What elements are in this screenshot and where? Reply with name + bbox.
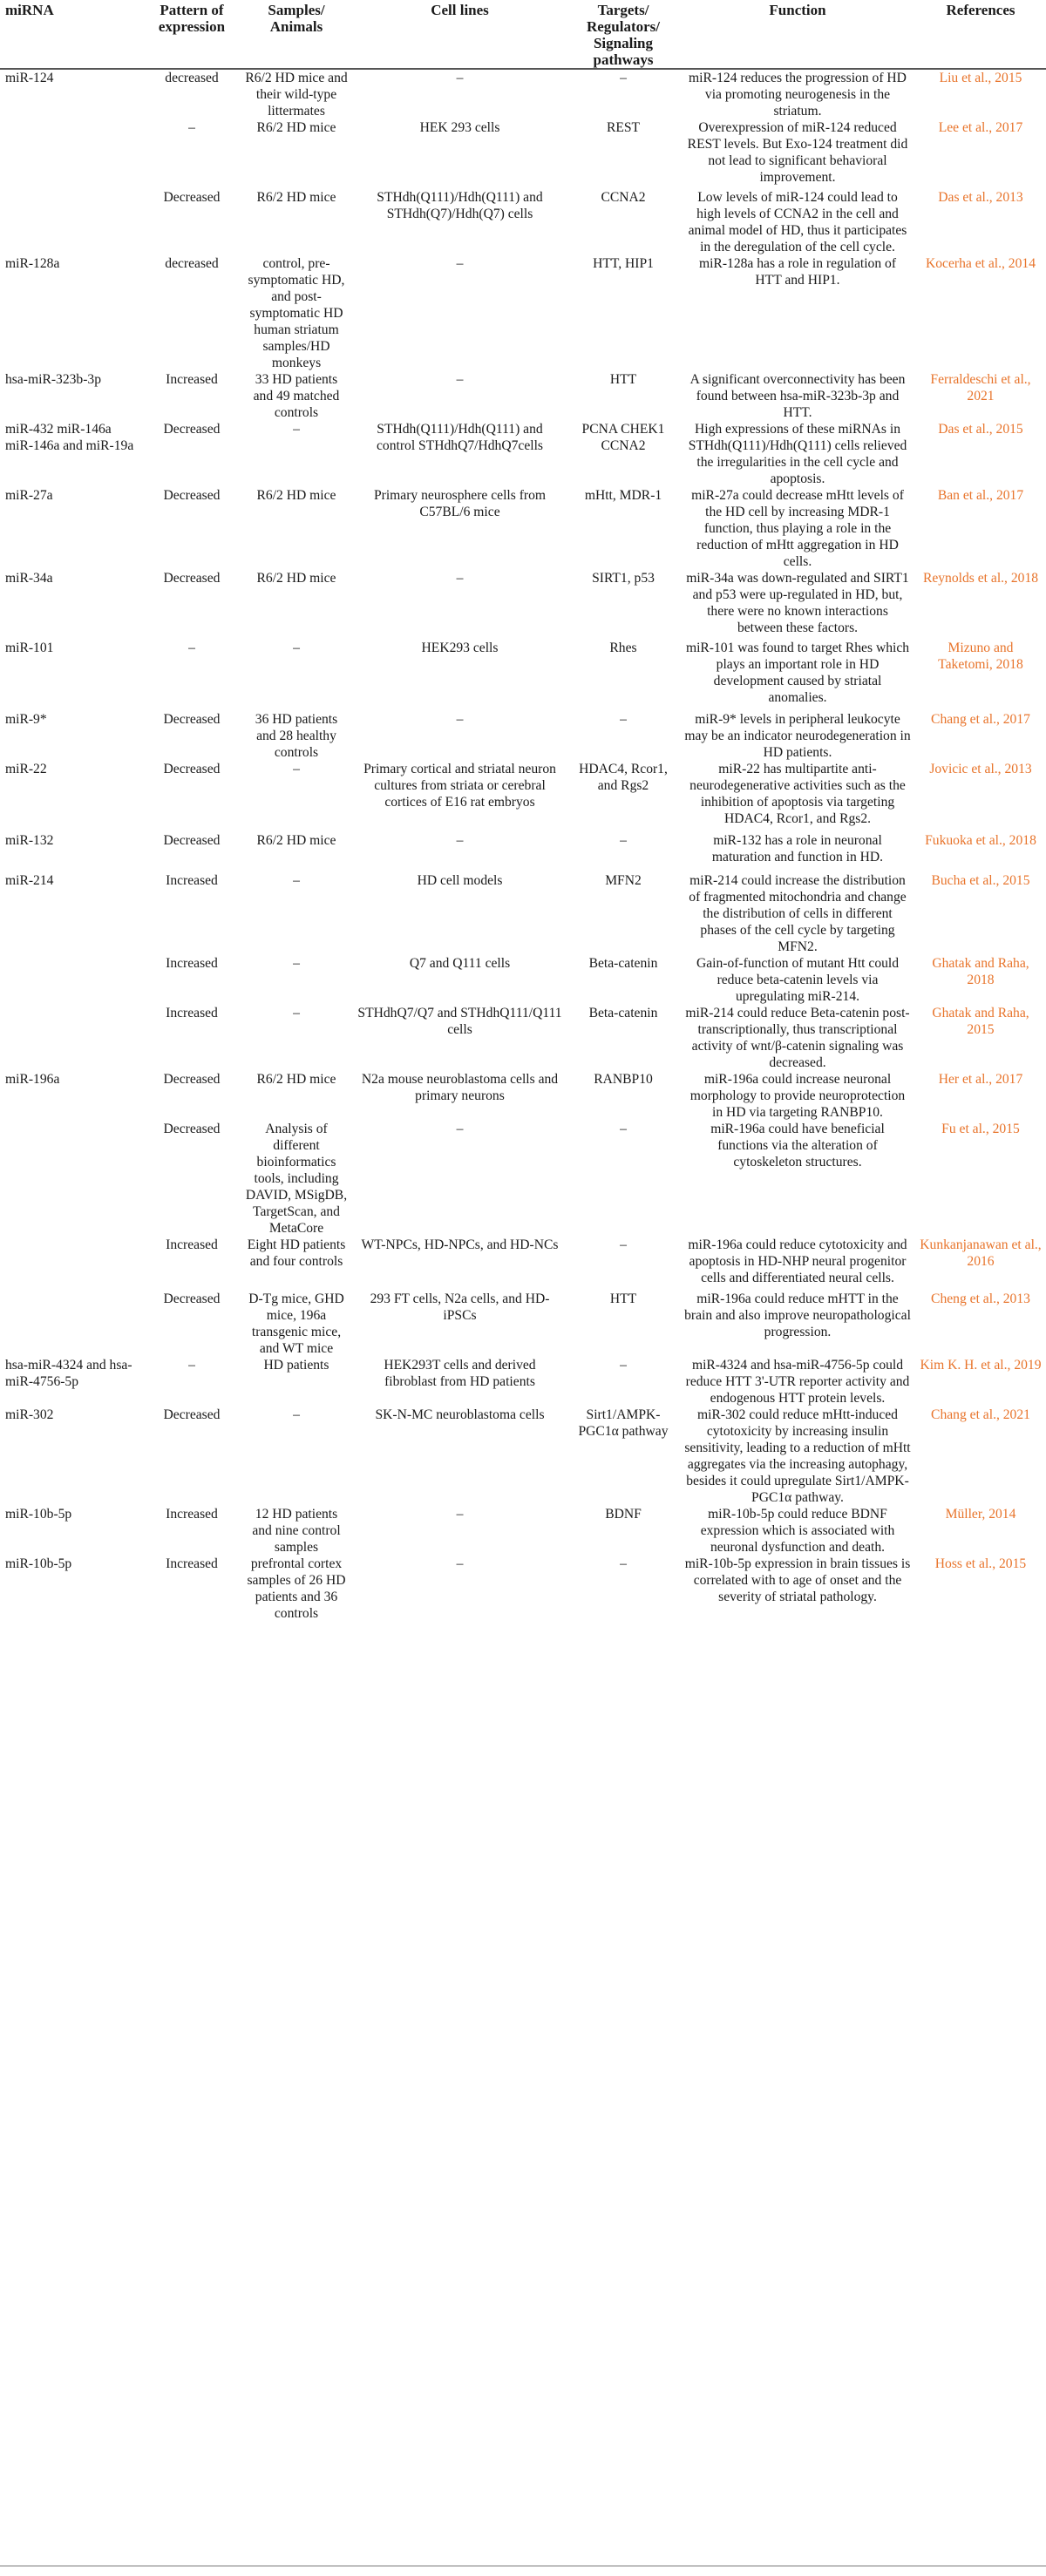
table-row xyxy=(0,872,1046,955)
function-cell: miR-128a has a role in regulation of HTT and HIP1. xyxy=(698,256,897,288)
mirna-cell: miR-196a xyxy=(5,1072,60,1087)
pattern-cell: Increased xyxy=(166,1006,218,1020)
table-row xyxy=(0,255,1046,371)
function-cell: A significant overconnectivity has been found between hsa-miR-323b-3p and HTT. xyxy=(689,372,906,420)
targets-cell: – xyxy=(620,712,627,727)
mirna-cell: miR-432 miR-146a miR-146a and miR-19a xyxy=(5,422,134,453)
mirna-cell: miR-9* xyxy=(5,712,47,727)
table-row xyxy=(0,371,1046,421)
reference-link[interactable]: Jovicic et al., 2013 xyxy=(929,762,1032,776)
table-row xyxy=(0,1121,1046,1237)
reference-link[interactable]: Reynolds et al., 2018 xyxy=(922,571,1039,586)
mirna-cell: miR-22 xyxy=(5,762,47,776)
table-row xyxy=(0,1071,1046,1121)
targets-cell: PCNA CHEK1 CCNA2 xyxy=(581,422,665,453)
reference-link[interactable]: Ferraldeschi et al., 2021 xyxy=(930,372,1031,403)
pattern-cell: Decreased xyxy=(163,190,221,205)
reference-link[interactable]: Müller, 2014 xyxy=(945,1507,1016,1522)
function-cell: miR-4324 and hsa-miR-4756-5p could reduce HTT 3'-UTR reporter activity and endogenous HTT protein levels. xyxy=(685,1358,910,1406)
mirna-cell: miR-10b-5p xyxy=(5,1556,72,1571)
function-cell: miR-9* levels in peripheral leukocyte may be an indicator neurodegeneration in HD patients. xyxy=(684,712,911,760)
table-row xyxy=(0,1005,1046,1071)
samples-cell: – xyxy=(293,762,300,776)
function-cell: miR-196a could have beneficial functions via the alteration of cytoskeleton structures. xyxy=(710,1122,885,1169)
samples-cell: R6/2 HD mice xyxy=(256,190,336,205)
function-cell: miR-214 could reduce Beta-catenin post-transcriptionally, thus transcriptional activity of wnt/β-catenin signaling was decreased. xyxy=(685,1006,910,1070)
cell-lines-cell: HEK 293 cells xyxy=(419,120,500,135)
pattern-cell: Decreased xyxy=(163,488,221,503)
samples-cell: Analysis of different bioinformatics tools, including DAVID, MSigDB, TargetScan, and MetaCore xyxy=(245,1122,348,1236)
reference-link[interactable]: Cheng et al., 2013 xyxy=(931,1291,1030,1306)
samples-cell: – xyxy=(293,422,300,437)
targets-cell: Beta-catenin xyxy=(588,956,658,971)
function-cell: miR-10b-5p could reduce BDNF expression which is associated with neuronal dysfunction and death. xyxy=(700,1507,895,1555)
cell-lines-cell: Q7 and Q111 cells xyxy=(409,956,511,971)
targets-cell: Beta-catenin xyxy=(588,1006,658,1020)
pattern-cell: Decreased xyxy=(163,712,221,727)
targets-cell: Rhes xyxy=(609,641,637,655)
reference-link[interactable]: Hoss et al., 2015 xyxy=(934,1556,1027,1571)
table-row xyxy=(0,570,1046,640)
reference-link[interactable]: Lee et al., 2017 xyxy=(938,120,1023,135)
samples-cell: 36 HD patients and 28 healthy controls xyxy=(255,712,338,760)
targets-cell: – xyxy=(620,833,627,848)
table-row xyxy=(0,711,1046,761)
pattern-cell: Decreased xyxy=(163,1122,221,1136)
samples-cell: – xyxy=(293,956,300,971)
cell-lines-cell: Primary neurosphere cells from C57BL/6 mice xyxy=(373,488,547,519)
targets-cell: – xyxy=(620,1237,627,1252)
targets-cell: HTT xyxy=(609,1291,637,1306)
samples-cell: – xyxy=(293,641,300,655)
targets-cell: – xyxy=(620,71,627,85)
samples-cell: R6/2 HD mice xyxy=(256,571,336,586)
cell-lines-cell: N2a mouse neuroblastoma cells and primary neurons xyxy=(361,1072,559,1103)
cell-lines-cell: – xyxy=(456,1507,464,1522)
cell-lines-cell: – xyxy=(456,71,464,85)
samples-cell: – xyxy=(293,873,300,888)
pattern-cell: Decreased xyxy=(163,762,221,776)
function-cell: miR-196a could increase neuronal morphology to provide neuroprotection in HD via targeting RANBP10. xyxy=(689,1072,906,1120)
cell-lines-cell: – xyxy=(456,1122,464,1136)
samples-cell: R6/2 HD mice xyxy=(256,833,336,848)
samples-cell: Eight HD patients and four controls xyxy=(247,1237,346,1269)
reference-link[interactable]: Fukuoka et al., 2018 xyxy=(925,833,1036,848)
col-header-cell-lines: Cell lines xyxy=(353,0,567,69)
cell-lines-cell: SK-N-MC neuroblastoma cells xyxy=(375,1407,545,1422)
function-cell: Low levels of miR-124 could lead to high levels of CCNA2 in the cell and animal model of HD, thus it participates in the deregulation of the cell cycle. xyxy=(688,190,907,254)
reference-link[interactable]: Das et al., 2015 xyxy=(938,422,1023,437)
samples-cell: R6/2 HD mice and their wild-type littermates xyxy=(245,71,348,119)
mirna-cell: miR-214 xyxy=(5,873,54,888)
function-cell: miR-302 could reduce mHtt-induced cytotoxicity by increasing insulin sensitivity, leading to a reduction of mHtt aggregates via the increasing autophagy, besides it could upregulate Sirt1/AMPK-PGC1α pathway. xyxy=(684,1407,911,1505)
col-header-mirna: miRNA xyxy=(0,0,144,69)
pattern-cell: Increased xyxy=(166,1237,218,1252)
table-row xyxy=(0,955,1046,1005)
mirna-cell xyxy=(0,1005,144,1071)
cell-lines-cell: STHdh(Q111)/Hdh(Q111) and control STHdhQ7/HdhQ7cells xyxy=(376,422,543,453)
samples-cell: HD patients xyxy=(263,1358,329,1373)
targets-cell: HDAC4, Rcor1, and Rgs2 xyxy=(579,762,668,793)
function-cell: miR-27a could decrease mHtt levels of the HD cell by increasing MDR-1 function, thus playing a role in the reduction of mHtt aggregation in HD cells. xyxy=(691,488,904,569)
function-cell: miR-196a could reduce mHTT in the brain and also improve neuropathological progression. xyxy=(684,1291,911,1339)
reference-link[interactable]: Fu et al., 2015 xyxy=(941,1122,1020,1136)
table-row xyxy=(0,1357,1046,1407)
col-header-samples: Samples/ Animals xyxy=(240,0,353,69)
pattern-cell: – xyxy=(188,641,195,655)
targets-cell: SIRT1, p53 xyxy=(592,571,655,586)
function-cell: miR-132 has a role in neuronal maturation and function in HD. xyxy=(711,833,884,864)
col-header-references: References xyxy=(915,0,1046,69)
table-row xyxy=(0,421,1046,487)
table-row xyxy=(0,1237,1046,1291)
reference-link[interactable]: Her et al., 2017 xyxy=(938,1072,1023,1087)
table-row xyxy=(0,69,1046,119)
targets-cell: BDNF xyxy=(605,1507,642,1522)
cell-lines-cell: HEK293T cells and derived fibroblast from HD patients xyxy=(384,1358,536,1389)
targets-cell: Sirt1/AMPK-PGC1α pathway xyxy=(578,1407,669,1439)
targets-cell: HTT, HIP1 xyxy=(593,256,654,271)
samples-cell: control, pre-symptomatic HD, and post-symptomatic HD human striatum samples/HD monkeys xyxy=(248,256,345,370)
function-cell: miR-196a could reduce cytotoxicity and apoptosis in HD-NHP neural progenitor cells and differentiated neural cells. xyxy=(688,1237,907,1285)
pattern-cell: Increased xyxy=(166,372,218,387)
reference-link[interactable]: Chang et al., 2017 xyxy=(931,712,1030,727)
col-header-pattern: Pattern of expression xyxy=(144,0,240,69)
table-row xyxy=(0,640,1046,711)
mirna-cell xyxy=(0,955,144,1005)
function-cell: miR-10b-5p expression in brain tissues is correlated with to age of onset and the severity of striatal pathology. xyxy=(684,1556,911,1604)
cell-lines-cell: – xyxy=(456,571,464,586)
targets-cell: HTT xyxy=(609,372,637,387)
mirna-cell: miR-101 xyxy=(5,641,54,655)
cell-lines-cell: Primary cortical and striatal neuron cultures from striata or cerebral cortices of E16 rat embryos xyxy=(363,762,556,810)
cell-lines-cell: – xyxy=(456,833,464,848)
mirna-cell: miR-10b-5p xyxy=(5,1507,72,1522)
pattern-cell: – xyxy=(188,1358,195,1373)
mirna-cell: miR-124 xyxy=(5,71,54,85)
mirna-cell: hsa-miR-4324 and hsa-miR-4756-5p xyxy=(5,1358,132,1389)
samples-cell: R6/2 HD mice xyxy=(256,1072,336,1087)
table-row xyxy=(0,487,1046,570)
cell-lines-cell: 293 FT cells, N2a cells, and HD-iPSCs xyxy=(370,1291,550,1323)
cell-lines-cell: HD cell models xyxy=(417,873,503,888)
pattern-cell: Decreased xyxy=(163,833,221,848)
function-cell: miR-124 reduces the progression of HD via promoting neurogenesis in the striatum. xyxy=(689,71,907,119)
pattern-cell: Increased xyxy=(166,1507,218,1522)
cell-lines-cell: STHdhQ7/Q7 and STHdhQ111/Q111 cells xyxy=(357,1006,562,1037)
reference-link[interactable]: Kim K. H. et al., 2019 xyxy=(920,1358,1042,1373)
table-row xyxy=(0,1291,1046,1357)
reference-link[interactable]: Mizuno and Taketomi, 2018 xyxy=(938,641,1023,672)
reference-link[interactable]: Liu et al., 2015 xyxy=(939,71,1022,85)
mirna-cell: miR-128a xyxy=(5,256,60,271)
samples-cell: 12 HD patients and nine control samples xyxy=(252,1507,341,1555)
mirna-cell: miR-302 xyxy=(5,1407,54,1422)
targets-cell: – xyxy=(620,1358,627,1373)
pattern-cell: Increased xyxy=(166,956,218,971)
cell-lines-cell: – xyxy=(456,712,464,727)
table-row xyxy=(0,832,1046,872)
cell-lines-cell: WT-NPCs, HD-NPCs, and HD-NCs xyxy=(361,1237,559,1252)
col-header-targets: Targets/ Regulators/ Signaling pathways xyxy=(567,0,680,69)
function-cell: Overexpression of miR-124 reduced REST levels. But Exo-124 treatment did not lead to significant behavioral improvement. xyxy=(687,120,908,185)
cell-lines-cell: – xyxy=(456,372,464,387)
targets-cell: – xyxy=(620,1556,627,1571)
pattern-cell: – xyxy=(188,120,195,135)
pattern-cell: Decreased xyxy=(163,1407,221,1422)
reference-link[interactable]: Ghatak and Raha, 2018 xyxy=(932,956,1029,987)
pattern-cell: Increased xyxy=(166,873,218,888)
mirna-cell xyxy=(0,189,144,255)
function-cell: High expressions of these miRNAs in STHdh(Q111)/Hdh(Q111) cells relieved the irregularities in the cell cycle and apoptosis. xyxy=(688,422,907,486)
reference-link[interactable]: Kunkanjanawan et al., 2016 xyxy=(920,1237,1042,1269)
samples-cell: R6/2 HD mice xyxy=(256,120,336,135)
pattern-cell: Decreased xyxy=(163,571,221,586)
mirna-cell: miR-34a xyxy=(5,571,53,586)
cell-lines-cell: – xyxy=(456,256,464,271)
cell-lines-cell: STHdh(Q111)/Hdh(Q111) and STHdh(Q7)/Hdh(Q7) cells xyxy=(377,190,543,221)
function-cell: miR-101 was found to target Rhes which plays an important role in HD development caused by striatal anomalies. xyxy=(685,641,910,705)
function-cell: miR-34a was down-regulated and SIRT1 and p53 were up-regulated in HD, but, there were no known interactions between these factors. xyxy=(686,571,909,635)
targets-cell: – xyxy=(620,1122,627,1136)
pattern-cell: Increased xyxy=(166,1556,218,1571)
cell-lines-cell: HEK293 cells xyxy=(421,641,499,655)
mirna-cell xyxy=(0,119,144,189)
samples-cell: D-Tg mice, GHD mice, 196a transgenic mice, and WT mice xyxy=(248,1291,344,1356)
header-row xyxy=(0,0,1046,69)
col-header-function: Function xyxy=(680,0,915,69)
samples-cell: – xyxy=(293,1407,300,1422)
targets-cell: mHtt, MDR-1 xyxy=(584,488,662,503)
reference-link[interactable]: Das et al., 2013 xyxy=(938,190,1023,205)
pattern-cell: Decreased xyxy=(163,1072,221,1087)
table-row xyxy=(0,761,1046,832)
table-row xyxy=(0,1506,1046,1556)
targets-cell: REST xyxy=(606,120,641,135)
reference-link[interactable]: Bucha et al., 2015 xyxy=(931,873,1030,888)
targets-cell: CCNA2 xyxy=(601,190,646,205)
samples-cell: 33 HD patients and 49 matched controls xyxy=(253,372,340,420)
pattern-cell: decreased xyxy=(165,71,219,85)
mirna-cell xyxy=(0,1291,144,1357)
mirna-cell: miR-27a xyxy=(5,488,53,503)
mirna-cell: miR-132 xyxy=(5,833,54,848)
table-row xyxy=(0,119,1046,189)
pattern-cell: decreased xyxy=(165,256,219,271)
mirna-cell: hsa-miR-323b-3p xyxy=(5,372,102,387)
reference-link[interactable]: Kocerha et al., 2014 xyxy=(926,256,1036,271)
pattern-cell: Decreased xyxy=(163,422,221,437)
table-row xyxy=(0,1556,1046,1622)
mirna-cell xyxy=(0,1121,144,1237)
samples-cell: prefrontal cortex samples of 26 HD patients and 36 controls xyxy=(247,1556,346,1621)
function-cell: Gain-of-function of mutant Htt could reduce beta-catenin levels via upregulating miR-214. xyxy=(696,956,900,1004)
reference-link[interactable]: Ban et al., 2017 xyxy=(937,488,1024,503)
pattern-cell: Decreased xyxy=(163,1291,221,1306)
function-cell: miR-214 could increase the distribution of fragmented mitochondria and change the distribution of cells in different phases of the cell cycle by targeting MFN2. xyxy=(689,873,907,954)
samples-cell: R6/2 HD mice xyxy=(256,488,336,503)
cell-lines-cell: – xyxy=(456,1556,464,1571)
function-cell: miR-22 has multipartite anti-neurodegenerative activities such as the inhibition of apoptosis via targeting HDAC4, Rcor1, and Rgs2. xyxy=(689,762,906,826)
targets-cell: RANBP10 xyxy=(594,1072,653,1087)
reference-link[interactable]: Ghatak and Raha, 2015 xyxy=(932,1006,1029,1037)
samples-cell: – xyxy=(293,1006,300,1020)
reference-link[interactable]: Chang et al., 2021 xyxy=(931,1407,1030,1422)
targets-cell: MFN2 xyxy=(605,873,642,888)
table-row xyxy=(0,189,1046,255)
mirna-cell xyxy=(0,1237,144,1291)
table-row xyxy=(0,1407,1046,1506)
